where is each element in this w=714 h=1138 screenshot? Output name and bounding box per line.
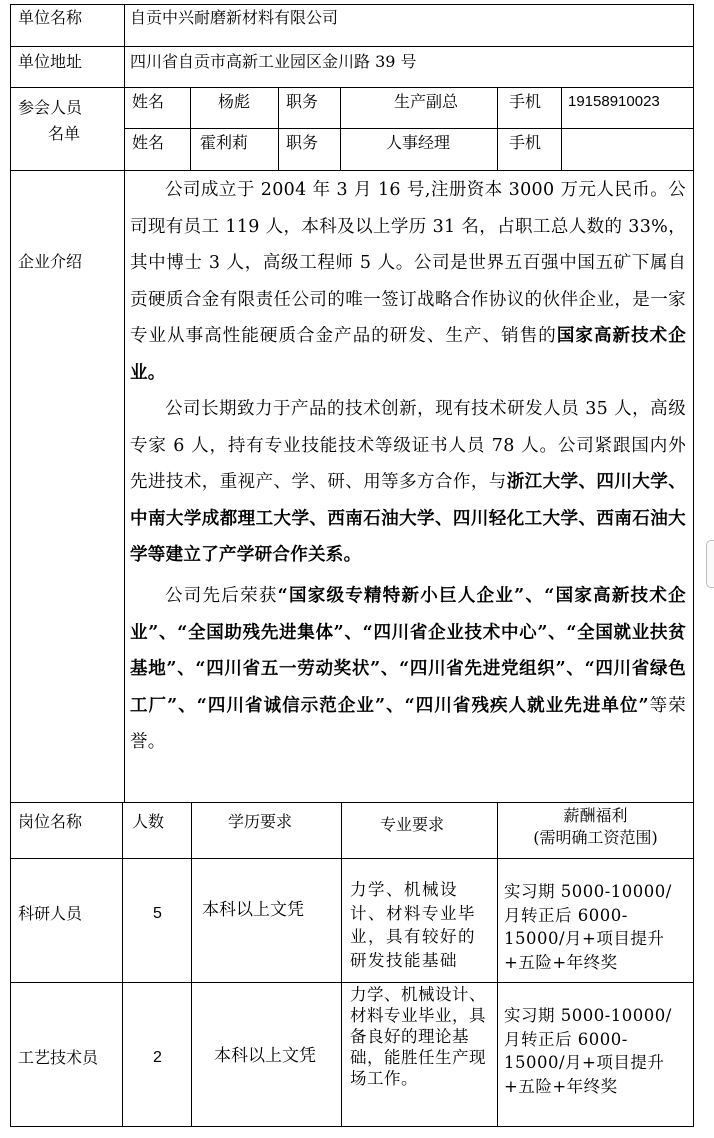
grid-line — [497, 87, 498, 171]
attendee-phone: 19158910023 — [568, 93, 660, 110]
grid-line — [190, 87, 191, 171]
job-major: 力学、机械设计、材料专业毕业，具有较好的研发技能基础 — [350, 880, 476, 970]
intro-paragraph-2 — [130, 391, 686, 574]
job-position: 科研人员 — [18, 904, 83, 923]
intro-paragraph-1 — [130, 172, 686, 391]
attendee-phone-label: 手机 — [509, 133, 542, 152]
company-address-label: 单位地址 — [18, 52, 83, 71]
company-address-value: 四川省自贡市高新工业园区金川路 39 号 — [130, 52, 417, 71]
jobs-header-salary-line2: (需明确工资范围) — [533, 828, 658, 847]
jobs-header-salary — [498, 806, 693, 848]
intro-p3-tail: 等荣誉。 — [130, 695, 686, 752]
grid-line — [191, 802, 192, 1127]
grid-line — [10, 858, 694, 859]
attendee-title: 生产副总 — [394, 92, 459, 111]
grid-line — [124, 4, 125, 803]
job-position: 工艺技术员 — [18, 1048, 99, 1067]
company-name-value: 自贡中兴耐磨新材料有限公司 — [130, 8, 339, 27]
attendee-phone-label: 手机 — [509, 92, 542, 111]
intro-p3-bold: “国家级专精特新小巨人企业”、“国家高新技术企业”、“全国助残先进集体”、“四川省企业技术中心”、“全国就业扶贫基地”、“四川省五一劳动奖状”、“四川省先进党组织”、“四川省绿色工厂”、“四川省诚信示范企业”、“四川省残疾人就业先进单位” — [130, 586, 686, 716]
grid-line — [124, 128, 694, 129]
grid-line — [10, 982, 694, 983]
job-education: 本科以上文凭 — [214, 1046, 316, 1066]
intro-p1-bold: 国家高新技术企业。 — [130, 326, 686, 383]
jobs-header-education: 学历要求 — [228, 812, 293, 831]
grid-line — [10, 170, 694, 171]
grid-line — [693, 4, 694, 1127]
intro-p3-lead: 公司先后荣获 — [165, 586, 278, 606]
jobs-header-count: 人数 — [132, 812, 165, 831]
attendee-name: 杨彪 — [218, 92, 251, 111]
jobs-header-salary-line1: 薪酬福利 — [563, 806, 628, 825]
attendee-title: 人事经理 — [386, 133, 451, 152]
grid-line — [497, 802, 498, 1127]
job-salary: 实习期 5000-10000/月转正后 6000-15000/月+项目提升+五险+年终奖 — [504, 1006, 672, 1096]
grid-line — [340, 87, 341, 171]
intro-p2-text: 公司长期致力于产品的技术创新，现有技术研发人员 35 人，高级专家 6 人，持有专业技能技术等级证书人员 78 人。公司紧跟国内外先进技术，重视产、学、研、用等多方合作，与 — [130, 399, 686, 492]
jobs-header-position: 岗位名称 — [18, 812, 83, 831]
grid-line — [10, 4, 11, 1127]
attendee-name: 霍利莉 — [200, 133, 249, 152]
grid-line — [561, 87, 562, 171]
grid-line — [10, 87, 694, 88]
attendee-name-label: 姓名 — [132, 133, 165, 152]
grid-line — [278, 87, 279, 171]
grid-line — [10, 802, 694, 803]
job-salary: 实习期 5000-10000/月转正后 6000-15000/月+项目提升+五险+年终奖 — [504, 882, 672, 972]
attendee-name-label: 姓名 — [132, 92, 165, 111]
company-name-label: 单位名称 — [18, 8, 83, 27]
job-education: 本科以上文凭 — [202, 900, 304, 920]
intro-label: 企业介绍 — [18, 252, 83, 271]
intro-p2-bold: 浙江大学、四川大学、中南大学成都理工大学、西南石油大学、四川轻化工大学、西南石油大学等建立了产学研合作关系。 — [130, 472, 686, 565]
side-panel-tab[interactable] — [706, 540, 714, 588]
job-major: 力学、机械设计、材料专业毕业，具备良好的理论基础，能胜任生产现场工作。 — [350, 985, 486, 1088]
attendees-label-line1: 参会人员 — [18, 98, 83, 117]
grid-line — [10, 4, 694, 5]
attendee-title-label: 职务 — [286, 92, 319, 111]
attendee-title-label: 职务 — [286, 133, 319, 152]
grid-line — [122, 802, 123, 1127]
grid-line — [10, 46, 694, 47]
grid-line — [10, 1126, 694, 1127]
attendees-label-line2: 名单 — [48, 124, 81, 143]
grid-line — [341, 802, 342, 1127]
intro-p1-text: 公司成立于 2004 年 3 月 16 号,注册资本 3000 万元人民币。公司现有员工 119 人，本科及以上学历 31 名，占职工总人数的 33%，其中博士 3 人，高级工程师 5 人。公司是世界五百强中国五矿下属自贡硬质合金有限责任公司的唯一签订战略合作协议的伙伴企业，是一家专业从事高性能硬质合金产品的研发、生产、销售的 — [130, 180, 686, 346]
jobs-header-major: 专业要求 — [380, 815, 445, 834]
job-count: 2 — [153, 1049, 162, 1066]
job-count: 5 — [153, 905, 162, 922]
intro-paragraph-3 — [130, 578, 686, 761]
